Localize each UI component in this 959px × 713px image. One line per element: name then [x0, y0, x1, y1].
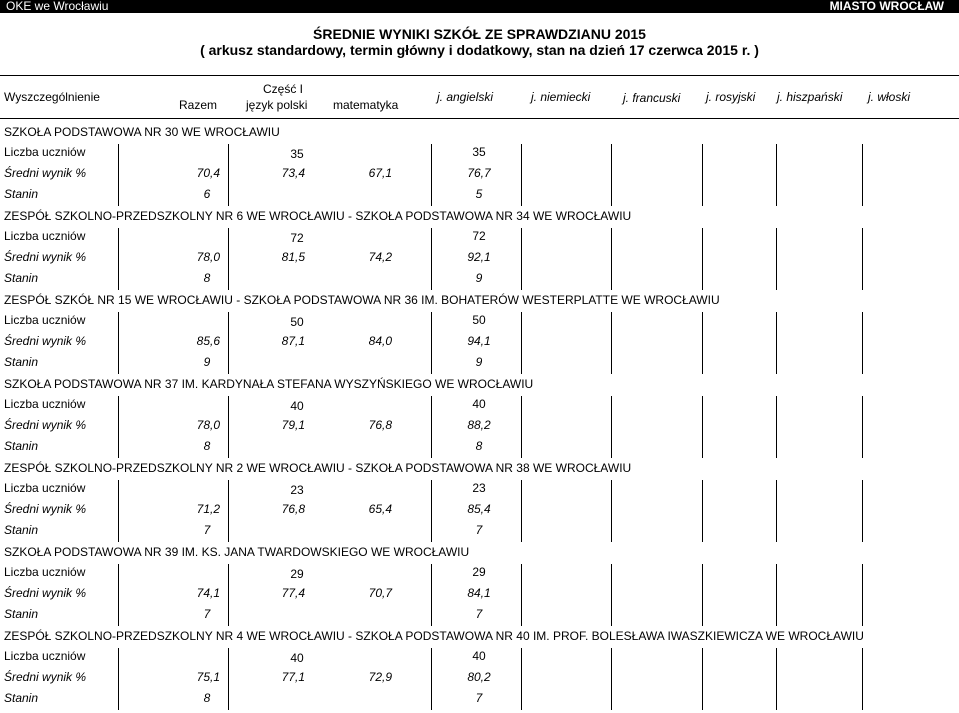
- column-divider: [702, 480, 703, 542]
- stanin-razem: 7: [203, 607, 211, 621]
- stanin-angielski: 5: [475, 187, 483, 201]
- column-divider: [702, 144, 703, 206]
- score-polski: 76,8: [281, 502, 305, 516]
- row-label-wynik: Średni wynik %: [4, 502, 87, 516]
- col-header-czesc: Część I: [263, 82, 304, 96]
- column-divider: [431, 312, 432, 374]
- column-divider: [702, 648, 703, 710]
- stanin-angielski: 9: [475, 355, 483, 369]
- column-divider: [862, 480, 863, 542]
- school-name: ZESPÓŁ SZKOLNO-PRZEDSZKOLNY NR 4 WE WROCŁAWIU - SZKOŁA PODSTAWOWA NR 40 IM. PROF. BOLESŁAWA IWASZKIEWICZA WE WROCŁAWIU: [4, 629, 864, 643]
- column-divider: [431, 564, 432, 626]
- col-header-matematyka: matematyka: [333, 98, 399, 112]
- students-count-english: 40: [472, 649, 486, 663]
- stanin-razem: 7: [203, 523, 211, 537]
- column-divider: [118, 312, 119, 374]
- row-label-liczba: Liczba uczniów: [4, 565, 86, 579]
- stanin-razem: 8: [203, 439, 211, 453]
- column-divider: [702, 312, 703, 374]
- score-razem: 74,1: [196, 586, 220, 600]
- score-angielski: 85,4: [467, 502, 491, 516]
- column-divider: [228, 480, 229, 542]
- column-divider: [118, 228, 119, 290]
- column-divider: [611, 144, 612, 206]
- row-label-liczba: Liczba uczniów: [4, 313, 86, 327]
- column-divider: [228, 312, 229, 374]
- row-label-liczba: Liczba uczniów: [4, 481, 86, 495]
- score-matematyka: 72,9: [368, 670, 392, 684]
- col-header-francuski: j. francuski: [623, 91, 681, 105]
- students-count: 23: [290, 483, 304, 497]
- report-subtitle: ( arkusz standardowy, termin główny i dodatkowy, stan na dzień 17 czerwca 2015 r. ): [200, 42, 759, 58]
- stanin-angielski: 9: [475, 271, 483, 285]
- school-name: ZESPÓŁ SZKOLNO-PRZEDSZKOLNY NR 6 WE WROCŁAWIU - SZKOŁA PODSTAWOWA NR 34 WE WROCŁAWIU: [4, 209, 632, 223]
- students-count: 72: [290, 231, 304, 245]
- column-divider: [521, 396, 522, 458]
- row-label-stanin: Stanin: [4, 607, 39, 621]
- column-divider: [776, 396, 777, 458]
- column-divider: [862, 312, 863, 374]
- score-matematyka: 67,1: [368, 166, 392, 180]
- students-count-english: 40: [472, 397, 486, 411]
- students-count: 40: [290, 399, 304, 413]
- row-label-stanin: Stanin: [4, 187, 39, 201]
- area-name: MIASTO WROCŁAW: [829, 0, 944, 13]
- students-count: 50: [290, 315, 304, 329]
- column-divider: [521, 144, 522, 206]
- column-divider: [862, 564, 863, 626]
- col-header-spec: Wyszczególnienie: [4, 90, 100, 104]
- row-label-liczba: Liczba uczniów: [4, 229, 86, 243]
- school-section: [0, 125, 959, 209]
- column-divider: [431, 396, 432, 458]
- school-name: SZKOŁA PODSTAWOWA NR 37 IM. KARDYNAŁA STEFANA WYSZYŃSKIEGO WE WROCŁAWIU: [4, 377, 534, 391]
- column-divider: [702, 396, 703, 458]
- score-razem: 78,0: [196, 418, 220, 432]
- stanin-razem: 9: [203, 355, 211, 369]
- row-label-wynik: Średni wynik %: [4, 166, 87, 180]
- score-angielski: 80,2: [467, 670, 491, 684]
- score-polski: 73,4: [281, 166, 305, 180]
- score-polski: 77,4: [281, 586, 305, 600]
- column-divider: [521, 228, 522, 290]
- column-divider: [776, 564, 777, 626]
- stanin-angielski: 7: [475, 523, 483, 537]
- score-angielski: 84,1: [467, 586, 491, 600]
- school-section: [0, 293, 959, 377]
- score-angielski: 88,2: [467, 418, 491, 432]
- column-divider: [862, 396, 863, 458]
- school-section: [0, 377, 959, 461]
- column-divider: [702, 564, 703, 626]
- row-label-stanin: Stanin: [4, 439, 39, 453]
- column-divider: [431, 480, 432, 542]
- column-divider: [776, 228, 777, 290]
- column-divider: [118, 564, 119, 626]
- stanin-razem: 8: [203, 271, 211, 285]
- column-divider: [776, 144, 777, 206]
- score-polski: 81,5: [281, 250, 305, 264]
- score-razem: 85,6: [196, 334, 220, 348]
- column-divider: [611, 312, 612, 374]
- column-divider: [862, 648, 863, 710]
- column-divider: [228, 144, 229, 206]
- column-divider: [228, 564, 229, 626]
- row-label-stanin: Stanin: [4, 271, 39, 285]
- col-header-niemiecki: j. niemiecki: [531, 90, 591, 104]
- column-divider: [118, 480, 119, 542]
- score-razem: 75,1: [196, 670, 220, 684]
- column-divider: [611, 480, 612, 542]
- column-divider: [431, 648, 432, 710]
- row-label-liczba: Liczba uczniów: [4, 397, 86, 411]
- students-count-english: 50: [472, 313, 486, 327]
- school-section: [0, 461, 959, 545]
- score-angielski: 92,1: [467, 250, 491, 264]
- score-matematyka: 76,8: [368, 418, 392, 432]
- column-divider: [521, 564, 522, 626]
- col-header-polski: język polski: [246, 98, 308, 112]
- column-divider: [862, 144, 863, 206]
- column-divider: [228, 228, 229, 290]
- col-header-angielski: j. angielski: [437, 90, 494, 104]
- row-label-liczba: Liczba uczniów: [4, 649, 86, 663]
- header-top-rule: [0, 75, 959, 76]
- stanin-razem: 8: [203, 691, 211, 705]
- row-label-wynik: Średni wynik %: [4, 250, 87, 264]
- column-divider: [118, 396, 119, 458]
- header-bottom-rule: [0, 118, 959, 119]
- row-label-stanin: Stanin: [4, 355, 39, 369]
- column-divider: [118, 144, 119, 206]
- students-count-english: 23: [472, 481, 486, 495]
- school-section: [0, 545, 959, 629]
- students-count: 35: [290, 147, 304, 161]
- score-razem: 71,2: [196, 502, 220, 516]
- row-label-wynik: Średni wynik %: [4, 334, 87, 348]
- score-matematyka: 70,7: [368, 586, 392, 600]
- row-label-stanin: Stanin: [4, 523, 39, 537]
- report-title: ŚREDNIE WYNIKI SZKÓŁ ZE SPRAWDZIANU 2015: [313, 26, 646, 42]
- column-divider: [776, 312, 777, 374]
- org-name: OKE we Wrocławiu: [6, 0, 109, 13]
- row-label-wynik: Średni wynik %: [4, 586, 87, 600]
- stanin-angielski: 7: [475, 607, 483, 621]
- col-header-razem: Razem: [179, 98, 218, 112]
- students-count: 29: [290, 567, 304, 581]
- top-bar: [0, 0, 959, 13]
- stanin-angielski: 8: [475, 439, 483, 453]
- score-matematyka: 74,2: [368, 250, 392, 264]
- score-razem: 70,4: [196, 166, 220, 180]
- score-angielski: 94,1: [467, 334, 491, 348]
- column-divider: [776, 480, 777, 542]
- column-divider: [228, 396, 229, 458]
- stanin-angielski: 7: [475, 691, 483, 705]
- column-divider: [862, 228, 863, 290]
- school-name: ZESPÓŁ SZKOLNO-PRZEDSZKOLNY NR 2 WE WROCŁAWIU - SZKOŁA PODSTAWOWA NR 38 WE WROCŁAWIU: [4, 461, 632, 475]
- row-label-wynik: Średni wynik %: [4, 418, 87, 432]
- column-divider: [611, 564, 612, 626]
- school-name: SZKOŁA PODSTAWOWA NR 30 WE WROCŁAWIU: [4, 125, 280, 139]
- school-section: [0, 209, 959, 293]
- column-divider: [431, 144, 432, 206]
- col-header-wloski: j. włoski: [868, 90, 911, 104]
- score-polski: 77,1: [281, 670, 305, 684]
- row-label-stanin: Stanin: [4, 691, 39, 705]
- score-matematyka: 84,0: [368, 334, 392, 348]
- row-label-wynik: Średni wynik %: [4, 670, 87, 684]
- school-name: SZKOŁA PODSTAWOWA NR 39 IM. KS. JANA TWARDOWSKIEGO WE WROCŁAWIU: [4, 545, 470, 559]
- row-label-liczba: Liczba uczniów: [4, 145, 86, 159]
- score-razem: 78,0: [196, 250, 220, 264]
- column-divider: [228, 648, 229, 710]
- column-divider: [611, 648, 612, 710]
- score-angielski: 76,7: [467, 166, 491, 180]
- school-name: ZESPÓŁ SZKÓŁ NR 15 WE WROCŁAWIU - SZKOŁA PODSTAWOWA NR 36 IM. BOHATERÓW WESTERPLATTE WE WROCŁAWIU: [4, 293, 720, 307]
- score-polski: 87,1: [281, 334, 305, 348]
- column-divider: [521, 648, 522, 710]
- school-section: [0, 629, 959, 713]
- students-count-english: 72: [472, 229, 486, 243]
- students-count-english: 29: [472, 565, 486, 579]
- score-polski: 79,1: [281, 418, 305, 432]
- column-divider: [776, 648, 777, 710]
- column-divider: [118, 648, 119, 710]
- column-divider: [611, 228, 612, 290]
- column-divider: [431, 228, 432, 290]
- col-header-rosyjski: j. rosyjski: [706, 90, 756, 104]
- column-divider: [521, 312, 522, 374]
- col-header-hiszpanski: j. hiszpański: [777, 90, 843, 104]
- column-divider: [702, 228, 703, 290]
- column-divider: [521, 480, 522, 542]
- score-matematyka: 65,4: [368, 502, 392, 516]
- students-count-english: 35: [472, 145, 486, 159]
- stanin-razem: 6: [203, 187, 211, 201]
- column-divider: [611, 396, 612, 458]
- students-count: 40: [290, 651, 304, 665]
